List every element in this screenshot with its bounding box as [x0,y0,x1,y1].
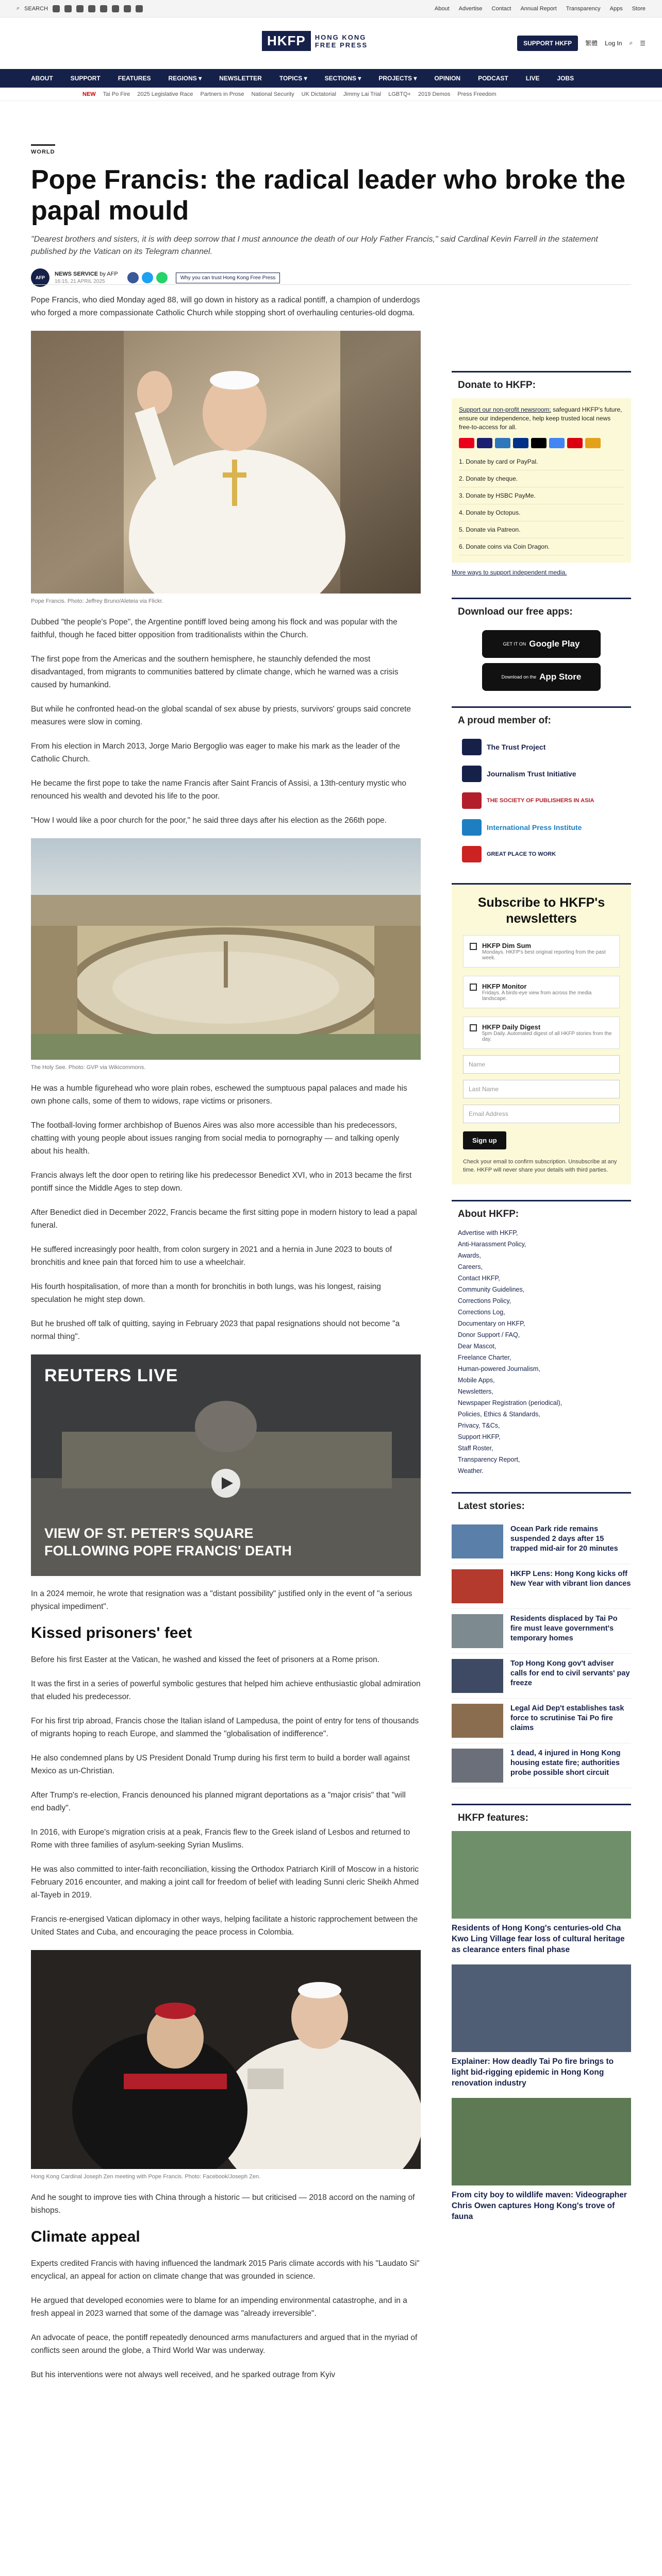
gplay-label: Google Play [529,639,580,649]
newsletter-option[interactable] [463,935,620,968]
facebook-icon[interactable] [53,5,60,12]
paragraph: After Trump's re-election, Francis denounced his planned migrant deportations as a "major crisis" that "will end badly". [31,1791,406,1812]
figure [31,838,421,1071]
annual-report-link[interactable]: Annual Report [520,5,557,12]
main-nav [0,69,662,88]
logo-line2: FREE PRESS [315,41,368,49]
nav-podcast[interactable]: PODCAST [478,75,508,82]
about-link[interactable]: Transparency Report, [458,1456,520,1463]
paragraph: He was a humble figurehead who wore plain robes, eschewed the sumptuous papal palaces and made his own phone calls, some of them to widows, rape victims or prisoners. [31,1084,407,1106]
last-name-field[interactable]: Last Name [463,1080,620,1098]
about-link[interactable]: Policies, Ethics & Standards, [458,1411,540,1418]
feature-story[interactable] [452,1831,631,1955]
nav-opinion[interactable]: OPINION [434,75,461,82]
latest-story[interactable] [452,1699,631,1743]
paragraph: Francis re-energised Vatican diplomacy in other ways, helping facilitate a historic rapprochement between the United States and Cuba, and encouraging the peace process in Colombia. [31,1915,418,1937]
article-header [31,144,631,287]
member-logo[interactable] [452,841,631,868]
amex-icon [495,438,510,448]
search-icon[interactable]: ⌕ [16,5,20,11]
widget-title: A proud member of: [458,715,551,726]
octopus-icon [585,438,601,448]
about-link[interactable]: Advertise with HKFP, [458,1229,518,1236]
gptw-icon [462,846,482,862]
video-embed[interactable] [31,1354,421,1576]
sidebar [452,371,631,2238]
author-name[interactable]: NEWS SERVICE [55,271,98,277]
option-desc: 5pm Daily. Automated digest of all HKFP stories from the day. [482,1031,612,1042]
about-widget [452,1200,631,1477]
nav-features[interactable]: FEATURES [118,75,151,82]
payme-icon [567,438,583,448]
trust-link[interactable]: Why you can trust Hong Kong Free Press [176,273,280,283]
apps-widget [452,598,631,691]
rss-icon[interactable] [136,5,143,12]
section-heading: Climate appeal [31,2228,140,2245]
paragraph: For his first trip abroad, Francis chose the Italian island of Lampedusa, the point of entry for tens of thousands of migrants hoping to reach Europe, and slammed the "globalisation of indifference". [31,1717,419,1738]
youtube-icon[interactable] [88,5,95,12]
cardinal-zen-photo [31,1950,421,2169]
photo-caption: Pope Francis. Photo: Jeffrey Bruno/Aleteia via Flickr. [31,598,163,604]
visa-icon [477,438,492,448]
story-title: Legal Aid Dep't establishes task force to scrutinise Tai Po fire claims [510,1704,624,1732]
option-title: HKFP Dim Sum [482,942,532,950]
about-link[interactable]: Donor Support / FAQ, [458,1331,520,1338]
language-switch[interactable]: 繁體 [585,40,598,47]
paragraph: But he brushed off talk of quitting, saying in February 2023 that papal resignations should not become "a normal thing". [31,1319,400,1341]
paragraph: His fourth hospitalisation, of more than a month for bronchitis in both lungs, was his longest, raising speculation he might step down. [31,1282,381,1304]
mastodon-icon[interactable] [124,5,131,12]
nav-jobs[interactable]: JOBS [557,75,574,82]
twitter-icon[interactable] [64,5,72,12]
about-link[interactable]: Mobile Apps, [458,1377,495,1384]
checkbox[interactable] [470,943,477,950]
newsletter-title: Subscribe to HKFP's newsletters [477,895,605,926]
newsletter-widget [452,883,631,1184]
checkbox[interactable] [470,1024,477,1031]
checkbox[interactable] [470,984,477,991]
story-title: Top Hong Kong gov't adviser calls for end to civil servants' pay freeze [510,1659,630,1687]
about-link[interactable]: Community Guidelines, [458,1286,525,1293]
divider [31,284,631,285]
paragraph: But his interventions were not always well received, and he sparked outrage from Kyiv [31,2370,336,2379]
author-by: by AFP [100,271,118,277]
paragraph: After Benedict died in December 2022, Francis became the first sitting pope in modern history to lead a papal funeral. [31,1208,417,1230]
google-play-button[interactable] [482,630,601,658]
trending-item[interactable]: Tai Po Fire [103,91,130,97]
mastercard-icon [459,438,474,448]
widget-title: About HKFP: [458,1209,519,1219]
paragraph: He suffered increasingly poor health, from colon surgery in 2021 and a hernia in June 2023 to bouts of bronchitis and knee pain that forced him to use a wheelchair. [31,1245,392,1267]
advertise-link[interactable]: Advertise [458,5,483,12]
linkedin-icon[interactable] [100,5,107,12]
about-link[interactable]: Dear Mascot, [458,1343,496,1350]
paragraph: An advocate of peace, the pontiff repeatedly denounced arms manufacturers and argued that in the myriad of conflicts seen around the globe, a Third World War was underway. [31,2333,418,2355]
donate-option[interactable]: 2. Donate by cheque. [459,470,624,487]
nav-projects[interactable]: PROJECTS ▾ [378,75,417,82]
nav-sections[interactable]: SECTIONS ▾ [324,75,361,82]
more-ways-link[interactable]: More ways to support independent media. [452,569,567,576]
donate-widget [452,371,631,582]
story-thumbnail [452,1704,503,1738]
widget-title: Latest stories: [458,1501,525,1512]
apps-link[interactable]: Apps [609,5,623,12]
publish-date: 16:15, 21 APRIL 2025 [55,279,105,284]
paragraph: Francis always left the door open to retiring like his predecessor Benedict XVI, who in 2013 became the first pontiff since the Middle Ages to step down. [31,1171,412,1193]
story-title: Residents displaced by Tai Po fire must leave government's temporary homes [510,1615,618,1642]
member-logo[interactable] [452,734,631,760]
paragraph: In 2016, with Europe's migration crisis at a peak, Francis flew to the Greek island of Lesbos and returned to Rome with three families of asylum-seeking Syrian Muslims. [31,1828,410,1850]
paragraph: But while he confronted head-on the global scandal of sex abuse by priests, survivors' groups said concrete measures were slow in coming. [31,705,411,726]
donate-option[interactable]: 6. Donate coins via Coin Dragon. [459,538,624,555]
paragraph: He argued that developed economies were to blame for an impending environmental catastrophe, and in a fresh appeal in 2023 warned that some of the damage was "already irreversible". [31,2296,407,2318]
applepay-icon [531,438,547,448]
story-thumbnail [452,1614,503,1648]
paragraph: He also condemned plans by US President Donald Trump during his first term to build a border wall against Mexico as un-Christian. [31,1754,410,1775]
name-field[interactable]: Name [463,1055,620,1074]
about-link[interactable]: Careers, [458,1263,483,1270]
member-name: Journalism Trust Initiative [487,770,576,778]
logo-box: HKFP [262,31,311,51]
paragraph: Pope Francis, who died Monday aged 88, will go down in history as a radical pontiff, a champion of underdogs who forged a more compassionate Catholic Church while stopping short of overhauling centuries-old dogma. [31,296,420,317]
trending-item[interactable]: 2025 Legislative Race [137,91,193,97]
login-link[interactable]: Log In [605,39,622,47]
video-caption: VIEW OF ST. PETER'S SQUARE FOLLOWING POPE FRANCIS' DEATH [44,1526,292,1558]
article-title: Pope Francis: the radical leader who broke the papal mould [31,165,625,226]
newsletter-option[interactable] [463,1016,620,1049]
donate-option[interactable]: 4. Donate by Octopus. [459,504,624,521]
about-link[interactable]: Newspaper Registration (periodical), [458,1399,562,1406]
jti-icon [462,766,482,782]
trending-item[interactable]: Partners in Prose [200,91,244,97]
member-name: THE SOCIETY OF PUBLISHERS IN ASIA [487,798,594,804]
ipi-icon [462,819,482,836]
donate-option[interactable]: 3. Donate by HSBC PayMe. [459,487,624,504]
latest-story[interactable] [452,1609,631,1654]
trending-item[interactable]: 2019 Demos [418,91,451,97]
figure [31,331,421,604]
figure [31,1950,421,2180]
appstore-label: App Store [539,672,582,682]
payment-icons [459,438,624,448]
about-link[interactable]: Human-powered Journalism, [458,1365,540,1372]
photo-caption: The Holy See. Photo: GVP via Wikicommons. [31,1064,146,1071]
option-title: HKFP Monitor [482,982,527,990]
latest-story[interactable] [452,1564,631,1609]
logo-line1: HONG KONG [315,33,367,41]
about-link[interactable]: Documentary on HKFP, [458,1320,525,1327]
section-heading: Kissed prisoners' feet [31,1624,192,1641]
author-avatar[interactable]: AFP [31,268,49,287]
story-thumbnail [452,1659,503,1693]
signup-button[interactable]: Sign up [463,1131,506,1149]
contact-link[interactable]: Contact [491,5,511,12]
instagram-icon[interactable] [76,5,84,12]
about-link[interactable]: Support HKFP, [458,1433,501,1440]
email-field[interactable]: Email Address [463,1105,620,1123]
about-link[interactable]: Staff Roster, [458,1445,493,1452]
widget-title: Donate to HKFP: [458,380,536,391]
story-thumbnail [452,1569,503,1603]
site-logo[interactable] [262,31,368,51]
story-thumbnail [452,1749,503,1783]
feature-title: Residents of Hong Kong's centuries-old Cha Kwo Ling Village fear loss of cultural heritage as clearance enters final phase [452,1924,625,1954]
support-newsroom-link[interactable]: Support our non-profit newsroom: [459,406,551,413]
st-peters-square-photo [31,838,421,1060]
whatsapp-share-icon[interactable] [156,272,168,283]
paragraph: Dubbed "the people's Pope", the Argentine pontiff loved being among his flock and was popular with the faithful, though he faced bitter opposition from traditionalists within the Church. [31,618,398,639]
appstore-small: Download on the [501,674,537,680]
about-link[interactable]: Contact HKFP, [458,1275,500,1282]
nav-support[interactable]: SUPPORT [70,75,101,82]
article-body [31,294,421,2393]
latest-story[interactable] [452,1743,631,1788]
about-link[interactable]: Anti-Harassment Policy, [458,1241,526,1248]
story-title: Ocean Park ride remains suspended 2 days after 15 trapped mid-air for 20 minutes [510,1525,618,1553]
latest-story[interactable] [452,1519,631,1564]
feature-story[interactable] [452,1964,631,2089]
trending-item[interactable]: Press Freedom [457,91,496,97]
search-link[interactable]: SEARCH [24,5,48,12]
trending-item[interactable]: UK Dictatorial [301,91,336,97]
new-badge: NEW [82,91,96,97]
paypal-icon [513,438,528,448]
googlepay-icon [549,438,565,448]
paragraph: He was also committed to inter-faith reconciliation, kissing the Orthodox Patriarch Kirill of Moscow in a historic February 2016 encounter, and making a joint call for freedom of belief with leading Sunni cleric Sheikh Ahmed al-Tayeb in 2019. [31,1865,419,1900]
app-store-button[interactable] [482,663,601,691]
trending-item[interactable]: Jimmy Lai Trial [343,91,382,97]
paragraph: The football-loving former archbishop of Buenos Aires was also more accessible than his predecessors, chatting with young people about issues ranging from social media to pornography — and talking openly about his health. [31,1121,400,1156]
about-link[interactable]: About [434,5,450,12]
photo-caption: Hong Kong Cardinal Joseph Zen meeting with Pope Francis. Photo: Facebook/Joseph Zen. [31,2174,261,2180]
option-desc: Mondays. HKFP's best original reporting from the past week. [482,950,606,961]
about-link[interactable]: Corrections Policy, [458,1297,511,1304]
member-logo[interactable] [452,760,631,787]
pope-francis-photo [31,331,421,594]
gplay-small: GET IT ON [503,641,526,647]
about-link[interactable]: Privacy, T&Cs, [458,1422,500,1429]
nav-live[interactable]: LIVE [525,75,540,82]
about-link[interactable]: Corrections Log, [458,1309,505,1316]
features-widget [452,1804,631,2222]
member-name: The Trust Project [487,743,546,751]
story-title: HKFP Lens: Hong Kong kicks off New Year with vibrant lion dances [510,1570,631,1588]
trending-item[interactable]: National Security [251,91,294,97]
paragraph: He became the first pope to take the name Francis after Saint Francis of Assisi, a 13th-century mystic who renounced his wealth and devoted his life to the poor. [31,779,406,801]
paragraph: Experts credited Francis with having influenced the landmark 2015 Paris climate accords with his "Laudato Si" encyclical, an appeal for action on climate change that was grounded in science. [31,2259,420,2281]
nav-about[interactable]: ABOUT [31,75,53,82]
menu-icon[interactable]: ☰ [640,39,646,47]
feature-image [452,1831,631,1919]
widget-title: Download our free apps: [458,606,573,617]
feature-title: From city boy to wildlife maven: Videographer Chris Owen captures Hong Kong's trove of fauna [452,2191,627,2221]
site-header [0,18,662,69]
trending-item[interactable]: LGBTQ+ [388,91,411,97]
story-thumbnail [452,1524,503,1558]
top-utility-bar [0,0,662,18]
member-name: International Press Institute [487,823,582,832]
paragraph: And he sought to improve ties with China through a historic — but criticised — 2018 accord on the naming of bishops. [31,2193,415,2215]
member-name: GREAT PLACE TO WORK [487,851,556,857]
member-logo[interactable] [452,814,631,841]
nav-newsletter[interactable]: NEWSLETTER [219,75,262,82]
share-buttons [127,272,168,283]
search-icon[interactable]: ⌕ [629,39,633,46]
twitter-share-icon[interactable] [142,272,153,283]
paragraph: "How I would like a poor church for the poor," he said three days after his election as the 266th pope. [31,816,387,825]
telegram-icon[interactable] [112,5,119,12]
about-link[interactable]: Freelance Charter, [458,1354,511,1361]
about-link[interactable]: Awards, [458,1252,481,1259]
option-desc: Fridays. A birds-eye view from across the media landscape. [482,990,592,1002]
option-title: HKFP Daily Digest [482,1023,541,1031]
store-link[interactable]: Store [632,5,646,12]
widget-title: HKFP features: [458,1812,528,1823]
paragraph: The first pope from the Americas and the southern hemisphere, he staunchly defended the most disadvantaged, from migrants to communities battered by climate change, which he warned was a crisis caused by humankind. [31,655,399,689]
about-link[interactable]: Weather. [458,1467,484,1475]
support-hkfp-button[interactable]: SUPPORT HKFP [517,36,578,51]
about-link[interactable]: Newsletters, [458,1388,493,1395]
facebook-share-icon[interactable] [127,272,139,283]
paragraph: It was the first in a series of powerful symbolic gestures that helped him achieve enthusiastic global admiration that eluded his predecessor. [31,1680,421,1701]
feature-story[interactable] [452,2098,631,2222]
donate-option[interactable]: 5. Donate via Patreon. [459,521,624,538]
paragraph: In a 2024 memoir, he wrote that resignation was a "distant possibility" justified only in the event of "a serious physical impediment". [31,1589,412,1611]
feature-image [452,1964,631,2052]
donate-option[interactable]: 1. Donate by card or PayPal. [459,453,624,470]
video-brand: REUTERS LIVE [44,1366,178,1385]
story-title: 1 dead, 4 injured in Hong Kong housing estate fire; authorities probe possible short circuit [510,1749,621,1777]
newsletter-note: Check your email to confirm subscription. Unsubscribe at any time. HKFP will never share your details with third parties. [463,1159,617,1173]
paragraph: From his election in March 2013, Jorge Mario Bergoglio was eager to make his mark as the leader of the Catholic Church. [31,742,400,764]
latest-stories-widget [452,1492,631,1788]
paragraph: Before his first Easter at the Vatican, he washed and kissed the feet of prisoners at a Rome prison. [31,1655,380,1664]
sopa-icon [462,792,482,809]
trending-bar [0,88,662,101]
feature-title: Explainer: How deadly Tai Po fire brings to light bid-rigging epidemic in Hong Kong renovation industry [452,2057,614,2088]
latest-story[interactable] [452,1654,631,1699]
nav-regions[interactable]: REGIONS ▾ [168,75,202,82]
feature-image [452,2098,631,2185]
member-logo[interactable] [452,787,631,814]
about-list [452,1227,631,1477]
article-lede: "Dearest brothers and sisters, it is with deep sorrow that I must announce the death of our Holy Father Francis," said Cardinal Kevin Farrell in the statement published by the Vatican on its Telegram channel. [31,235,598,256]
section-label[interactable]: WORLD [31,144,55,155]
trust-project-icon [462,739,482,755]
donate-intro: safeguard HKFP's future, ensure our independence, help keep trusted local news free-to-access for all. [459,406,622,431]
membership-widget [452,706,631,868]
nav-topics[interactable]: TOPICS ▾ [279,75,307,82]
transparency-link[interactable]: Transparency [566,5,601,12]
newsletter-option[interactable] [463,976,620,1008]
